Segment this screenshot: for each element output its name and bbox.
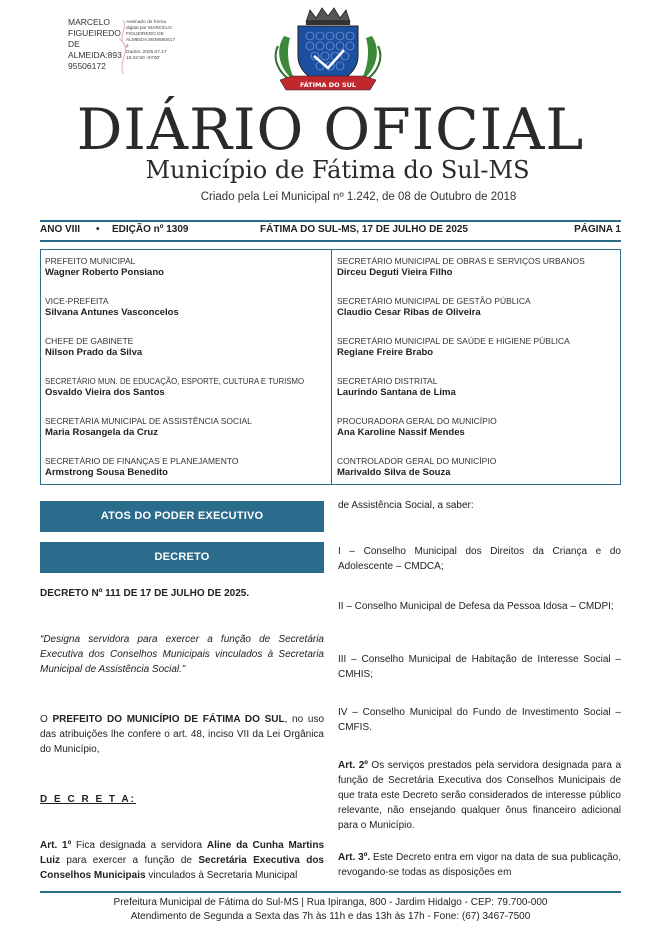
signature-detail: digital por MARCELO (126, 26, 172, 31)
official-name: Maria Rosangela da Cruz (45, 427, 158, 438)
official-entry (45, 376, 325, 399)
official-entry (337, 376, 617, 399)
article-3 (338, 850, 621, 880)
signature-line: ALMEIDA:893 (68, 50, 122, 60)
preamble-authority: PREFEITO DO MUNICÍPIO DE FÁTIMA DO SUL (52, 714, 285, 725)
signature-detail: ALMEIDA:8939550617 (126, 38, 176, 43)
article-1 (40, 838, 324, 883)
signature-detail: Assinado de forma (126, 20, 166, 25)
official-entry (337, 456, 617, 479)
official-role: SECRETÁRIA MUNICIPAL DE ASSISTÊNCIA SOCIAL (45, 416, 252, 426)
official-role: SECRETÁRIO MUNICIPAL DE SAÚDE E HIGIENE PÚBLICA (337, 336, 570, 346)
edition-number: EDIÇÃO nº 1309 (112, 224, 189, 235)
signature-detail: Dados: 2025.07.17 (126, 50, 167, 55)
preamble-prefix: O (40, 714, 53, 725)
official-name: Nilson Prado da Silva (45, 347, 143, 358)
officials-box (40, 249, 621, 485)
edition-page: PÁGINA 1 (574, 224, 621, 235)
municipal-coat-of-arms-icon (270, 6, 386, 98)
council-item: IV – Conselho Municipal do Fundo de Investimento Social – CMFIS. (338, 707, 621, 733)
official-role: SECRETÁRIO DE FINANÇAS E PLANEJAMENTO (45, 456, 239, 466)
official-role: SECRETÁRIO MUNICIPAL DE OBRAS E SERVIÇOS URBANOS (337, 256, 585, 266)
official-role: SECRETÁRIO DISTRITAL (337, 376, 438, 386)
official-name: Armstrong Sousa Benedito (45, 467, 168, 478)
article-1-label: Art. 1º (40, 840, 72, 851)
officials-divider (331, 250, 332, 484)
official-role: CONTROLADOR GERAL DO MUNICÍPIO (337, 456, 497, 466)
signature-detail: 16:42:50 -04'00' (126, 56, 161, 61)
official-entry (45, 336, 325, 359)
official-role: SECRETÁRIO MUN. DE EDUCAÇÃO, ESPORTE, CULTURA E TURISMO (45, 377, 305, 386)
designated-role: Secretária Executiva dos Conselhos Municipais (40, 855, 324, 881)
article-2-text: Os serviços prestados pela servidora designada para a função de Secretária Executiva dos Conselhos Municipais de que trata este Decreto serão considerados de interesse público relevante, não ensejando qualquer ônus financeiro adicional para o Município. (338, 760, 622, 831)
official-entry (45, 416, 325, 439)
official-name: Wagner Roberto Ponsiano (45, 267, 164, 278)
crest-ribbon-text: FÁTIMA DO SUL (299, 81, 357, 89)
signature-line: MARCELO (68, 17, 111, 27)
article-1-continuation: de Assistência Social, a saber: (338, 500, 474, 511)
section-banner-atos: ATOS DO PODER EXECUTIVO (40, 501, 324, 532)
signature-line: 95506172 (68, 61, 106, 71)
article-2-label: Art. 2º (338, 760, 368, 771)
official-role: PREFEITO MUNICIPAL (45, 256, 136, 266)
preamble-text: , no uso das atribuições lhe confere o art. 48, inciso VII da Lei Orgânica do Município, (40, 714, 324, 755)
decree-preamble (40, 712, 324, 757)
edition-bullet: • (96, 224, 100, 235)
council-item: III – Conselho Municipal de Habitação de Interesse Social – CMHIS; (338, 654, 621, 680)
article-1-text: Fica designada a servidora (71, 840, 207, 851)
official-name: Osvaldo Vieira dos Santos (45, 387, 165, 398)
council-item: II – Conselho Municipal de Defesa da Pessoa Idosa – CMDPI; (338, 601, 614, 612)
edition-place-date: FÁTIMA DO SUL-MS, 17 DE JULHO DE 2025 (260, 224, 468, 235)
signature-line: FIGUEIREDO (68, 28, 121, 38)
signature-detail: FIGUEIREDO DE (126, 32, 164, 37)
article-1-text: vinculados à Secretaria Municipal (145, 870, 298, 881)
official-entry (337, 336, 617, 359)
section-banner-decreto: DECRETO (40, 542, 324, 573)
official-entry (337, 416, 617, 439)
footer-rule (40, 891, 621, 893)
council-item: I – Conselho Municipal dos Direitos da Criança e do Adolescente – CMDCA; (338, 546, 621, 572)
footer-hours: Atendimento de Segunda a Sexta das 7h às 11h e das 13h às 17h - Fone: (67) 3467-7500 (130, 911, 531, 922)
decree-ementa: “Designa servidora para exercer a função de Secretária Executiva dos Conselhos Municipais vinculados à Secretaria Municipal de Assistência Social.” (40, 634, 324, 675)
edition-year: ANO VIII (40, 224, 81, 235)
newspaper-title: DIÁRIO OFICIAL (76, 97, 585, 163)
decree-heading: DECRETO Nº 111 DE 17 DE JULHO DE 2025. (40, 588, 250, 599)
creation-law-note: Criado pela Lei Municipal nº 1.242, de 08 de Outubro de 2018 (200, 191, 517, 203)
decreta-heading (40, 792, 324, 807)
official-role: PROCURADORA GERAL DO MUNICÍPIO (337, 416, 497, 426)
official-entry (45, 456, 325, 479)
official-role: VICE-PREFEITA (45, 296, 109, 306)
official-role: SECRETÁRIO MUNICIPAL DE GESTÃO PÚBLICA (337, 296, 531, 306)
article-2 (338, 758, 621, 833)
newspaper-subtitle: Município de Fátima do Sul-MS (145, 156, 530, 184)
signature-line: DE (68, 39, 80, 49)
edition-bar (40, 224, 621, 238)
official-name: Ana Karoline Nassif Mendes (337, 427, 465, 438)
official-name: Marivaldo Silva de Souza (337, 467, 451, 478)
official-name: Dirceu Deguti Vieira Filho (337, 267, 453, 278)
signature-detail: 2 (126, 44, 129, 49)
footer-address: Prefeitura Municipal de Fátima do Sul-MS | Rua Ipiranga, 800 - Jardim Hidalgo - CEP: 79.700-000 (113, 897, 548, 908)
official-entry (45, 256, 325, 279)
official-entry (45, 296, 325, 319)
official-name: Claudio Cesar Ribas de Oliveira (337, 307, 481, 318)
official-entry (337, 296, 617, 319)
article-3-label: Art. 3º. (338, 852, 371, 863)
official-role: CHEFE DE GABINETE (45, 336, 134, 346)
official-name: Regiane Freire Brabo (337, 347, 434, 358)
official-entry (337, 256, 617, 279)
header-rule-top (40, 220, 621, 222)
designated-servant-name: Aline da Cunha Martins Luiz (40, 840, 325, 866)
digital-signature-details (126, 20, 196, 62)
decreta-text: D E C R E T A: (40, 794, 136, 805)
official-name: Silvana Antunes Vasconcelos (45, 307, 179, 318)
article-1-text: para exercer a função de (60, 855, 199, 866)
article-3-text: Este Decreto entra em vigor na data de sua publicação, revogando-se todas as disposições em (338, 852, 621, 878)
official-name: Laurindo Santana de Lima (337, 387, 456, 398)
header-rule-bottom (40, 240, 621, 242)
